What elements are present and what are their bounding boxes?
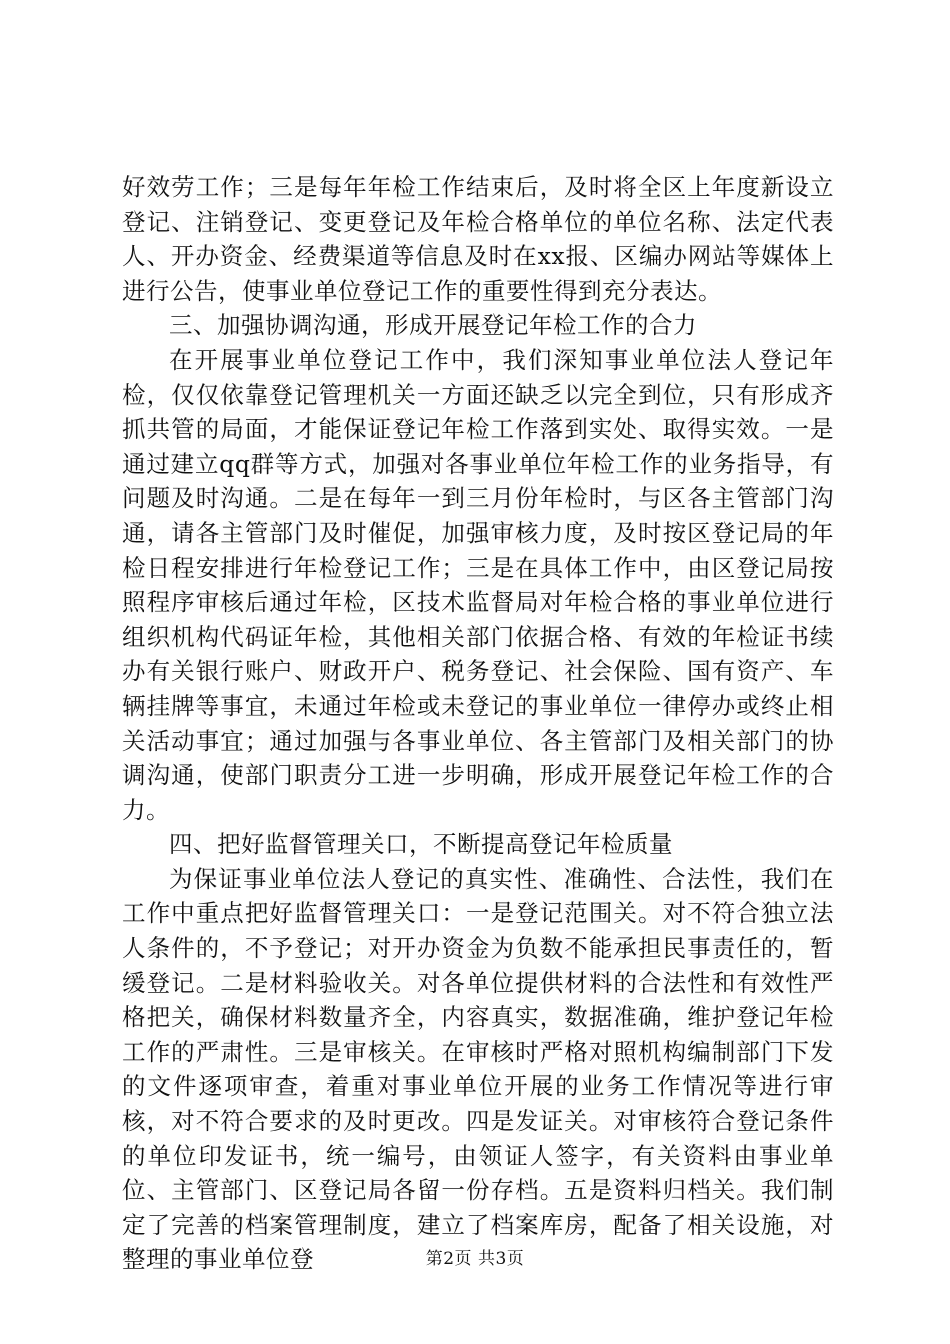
document-body bbox=[122, 170, 834, 1277]
paragraph-1: 好效劳工作；三是每年年检工作结束后，及时将全区上年度新设立登记、注销登记、变更登记及年检合格单位的单位名称、法定代表人、开办资金、经费渠道等信息及时在xx报、区编办网站等媒体上进行公告，使事业单位登记工作的重要性得到充分表达。 bbox=[122, 173, 834, 305]
section-heading-4: 四、把好监督管理关口，不断提高登记年检质量 bbox=[169, 830, 673, 859]
section-heading-3: 三、加强协调沟通，形成开展登记年检工作的合力 bbox=[169, 311, 697, 340]
page-footer: 第2页 共3页 bbox=[425, 1249, 525, 1269]
paragraph-2: 在开展事业单位登记工作中，我们深知事业单位法人登记年检，仅仅依靠登记管理机关一方面还缺乏以完全到位，只有形成齐抓共管的局面，才能保证登记年检工作落到实处、取得实效。一是通过建立qq群等方式，加强对各事业单位年检工作的业务指导，有问题及时沟通。二是在每年一到三月份年检时，与区各主管部门沟通，请各主管部门及时催促，加强审核力度，及时按区登记局的年检日程安排进行年检登记工作；三是在具体工作中，由区登记局按照程序审核后通过年检，区技术监督局对年检合格的事业单位进行组织机构代码证年检，其他相关部门依据合格、有效的年检证书续办有关银行账户、财政开户、税务登记、社会保险、国有资产、车辆挂牌等事宜，未通过年检或未登记的事业单位一律停办或终止相关活动事宜；通过加强与各事业单位、各主管部门及相关部门的协调沟通，使部门职责分工进一步明确，形成开展登记年检工作的合力。 bbox=[122, 345, 834, 824]
paragraph-3: 为保证事业单位法人登记的真实性、准确性、合法性，我们在工作中重点把好监督管理关口：一是登记范围关。对不符合独立法人条件的，不予登记；对开办资金为负数不能承担民事责任的，暂缓登记。二是材料验收关。对各单位提供材料的合法性和有效性严格把关，确保材料数量齐全，内容真实，数据准确，维护登记年检工作的严肃性。三是审核关。在审核时严格对照机构编制部门下发的文件逐项审查，着重对事业单位开展的业务工作情况等进行审核，对不符合要求的及时更改。四是发证关。对审核符合登记条件的单位印发证书，统一编号，由领证人签字，有关资料由事业单位、主管部门、区登记局各留一份存档。五是资料归档关。我们制定了完善的档案管理制度，建立了档案库房，配备了相关设施，对整理的事业单位登 bbox=[122, 864, 834, 1274]
